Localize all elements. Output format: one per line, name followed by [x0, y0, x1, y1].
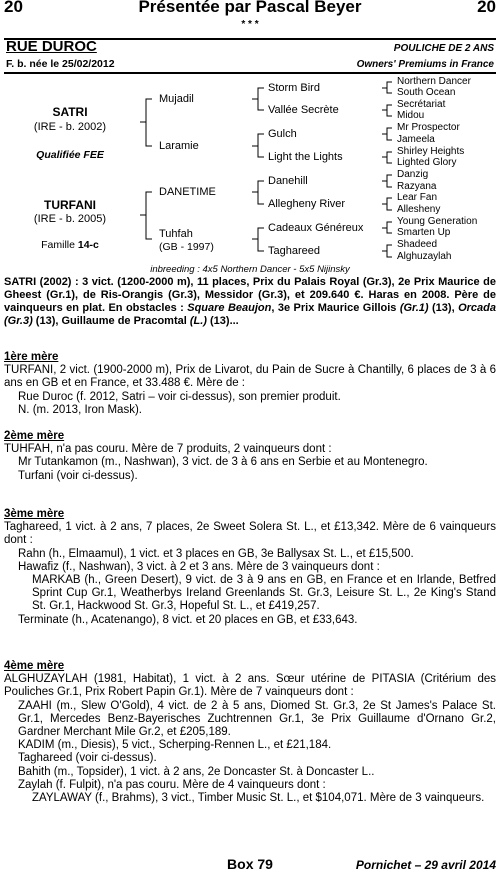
- gen3-item: Taghareed: [268, 245, 320, 257]
- gen3-item: Cadeaux Généreux: [268, 222, 364, 234]
- mere1-line: N. (m. 2013, Iron Mask).: [18, 403, 142, 416]
- gen4-item: Midou: [397, 110, 425, 121]
- gen2-danetime: DANETIME: [159, 186, 216, 198]
- gen3-item: Storm Bird: [268, 82, 320, 94]
- mere3-line: Terminate (h., Acatenango), 8 vict. et 20 places en GB, et £33,643.: [18, 613, 358, 626]
- lot-number-left: 20: [4, 0, 23, 16]
- gen3-item: Vallée Secrète: [268, 104, 339, 116]
- horse-name: RUE DUROC: [6, 38, 97, 55]
- box-number: Box 79: [227, 856, 273, 872]
- mere3-line: Rahn (h., Elmaamul), 1 vict. et 3 places en GB, 3e Ballysax St. L., et £15,500.: [18, 547, 414, 560]
- mere2-line: Turfani (voir ci-dessus).: [18, 469, 138, 482]
- header-stars: * * *: [241, 19, 259, 30]
- dam-family: Famille 14-c: [41, 239, 99, 251]
- mere4-title: 4ème mère: [4, 660, 65, 672]
- gen3-item: Allegheny River: [268, 198, 346, 210]
- horse-birth: F. b. née le 25/02/2012: [6, 58, 115, 70]
- gen4-item: Northern Dancer: [397, 76, 471, 87]
- gen4-item: Razyana: [397, 181, 437, 192]
- sire-info: (IRE - b. 2002): [33, 121, 107, 133]
- mere4-line: Bahith (m., Topsider), 1 vict. à 2 ans, 2e Doncaster St. à Doncaster L..: [18, 765, 375, 778]
- mere2-line: Mr Tutankamon (m., Nashwan), 3 vict. de 3 à 6 ans en Serbie et au Montenegro.: [18, 456, 428, 469]
- section-mere4: [4, 660, 496, 805]
- mere4-line: KADIM (m., Diesis), 5 vict., Scherping-Rennen L., et £21,184.: [18, 739, 332, 752]
- dam-name: TURFANI: [44, 198, 96, 212]
- gen3-item: Gulch: [268, 128, 297, 140]
- gen4-item: Jameela: [397, 134, 435, 145]
- gen4-item: Danzig: [397, 169, 429, 180]
- gen4-item: Alghuzaylah: [397, 251, 452, 262]
- sire-name: SATRI: [52, 105, 88, 119]
- mere3-title: 3ème mère: [4, 508, 65, 520]
- gen4-item: Smarten Up: [397, 227, 451, 238]
- sire-record: SATRI (2002) : 3 vict. (1200-2000 m), 11 places, Prix du Palais Royal (Gr.3), 2e Prix Maurice de Gheest (Gr.1), de Ris-Orangis (Gr.3), Messidor (Gr.3), et 209.640 €. Haras en 2008. Père de vainqueurs en plat. En obstacles : Square Beaujon, 3e Prix Maurice Gillois (Gr.1) (13), Orcada (Gr.3) (13), Guillaume de Pracomtal (L.) (13)...: [4, 276, 496, 327]
- gen4-item: South Ocean: [397, 87, 456, 98]
- mere4-line: ZAAHI (m., Slew O'Gold), 4 vict. de 2 à 5 ans, Diomed St. Gr.3, 2e St James's Palace St. Gr.1, Mercedes Benz-Bayerisches Zuchtrennen Gr.1, 3e Prix Guillaume d'Ornano Gr.2, Gardner Merchant Mile Gr.2, et £205,189.: [18, 699, 496, 739]
- section-mere2: [4, 430, 496, 483]
- gen2-tuhfah-info: (GB - 1997): [159, 241, 214, 253]
- mere1-line: Rue Duroc (f. 2012, Satri – voir ci-dessus), son premier produit.: [18, 390, 341, 403]
- section-mere1: [4, 351, 496, 417]
- mere2-title: 2ème mère: [4, 430, 65, 442]
- mere4-line: Zaylah (f. Fulpit), n'a pas couru. Mère de 4 vainqueurs dont :: [18, 778, 326, 791]
- gen2-tuhfah: Tuhfah: [159, 228, 193, 240]
- gen4-item: Lear Fan: [397, 192, 438, 203]
- mere4-line: ZAYLAWAY (f., Brahms), 3 vict., Timber Music St. L., et $104,071. Mère de 3 vainqueurs.: [32, 792, 485, 805]
- inbreeding-note: inbreeding : 4x5 Northern Dancer - 5x5 Nijinsky: [150, 264, 350, 275]
- page-footer: [0, 858, 500, 876]
- gen4-item: Lighted Glory: [397, 157, 457, 168]
- gen4-item: Mr Prospector: [397, 122, 460, 133]
- mere3-line: MARKAB (h., Green Desert), 9 vict. de 3 à 9 ans en GB, en France et en Irlande, Betfred Sprint Cup Gr.1, Weatherbys Ireland Greenlands St. Gr.3, Leisure St. L., 2e King's Stand St. Gr.1, Hackwood St. Gr.3, Hopeful St. L., et £419,257.: [32, 574, 496, 613]
- lot-number-right: 20: [477, 0, 496, 16]
- sale-place-date: Pornichet – 29 avril 2014: [355, 858, 496, 872]
- mere4-line: ALGHUZAYLAH (1981, Habitat), 1 vict. à 2 ans. Sœur utérine de PITASIA (Critérium des Pouliches Gr.1, Prix Robert Papin Gr.1). Mère de 7 vainqueurs dont :: [4, 673, 496, 699]
- mere3-line: Hawafiz (f., Nashwan), 3 vict. à 2 et 3 ans. Mère de 3 vainqueurs dont :: [18, 560, 380, 573]
- mere1-title: 1ère mère: [4, 351, 59, 363]
- gen3-item: Danehill: [268, 175, 308, 187]
- mere4-line: Taghareed (voir ci-dessus).: [18, 752, 157, 765]
- gen4-item: Allesheny: [397, 204, 441, 215]
- gen4-item: Shadeed: [397, 239, 438, 250]
- premiums-label: Owners' Premiums in France: [356, 59, 494, 70]
- gen4-item: Secrétariat: [397, 99, 446, 110]
- horse-description: POULICHE DE 2 ANS: [393, 43, 494, 54]
- section-mere3: [4, 508, 496, 627]
- sire-qualification: Qualifiée FEE: [36, 149, 104, 161]
- gen2-laramie: Laramie: [159, 140, 199, 152]
- dam-info: (IRE - b. 2005): [33, 213, 107, 225]
- gen3-item: Light the Lights: [268, 151, 343, 163]
- mere1-line: TURFANI, 2 vict. (1900-2000 m), Prix de Livarot, du Pain de Sucre à Chantilly, 6 places de 3 à 6 ans en GB et en France, et 33.488 €. Mère de :: [4, 364, 496, 390]
- mere2-line: TUHFAH, n'a pas couru. Mère de 7 produits, 2 vainqueurs dont :: [4, 443, 332, 456]
- gen2-mujadil: Mujadil: [159, 93, 194, 105]
- mere3-line: Taghareed, 1 vict. à 2 ans, 7 places, 2e Sweet Solera St. L., et £13,342. Mère de 6 vainqueurs dont :: [4, 521, 496, 547]
- consignor-title: Présentée par Pascal Beyer: [138, 0, 362, 16]
- gen4-item: Young Generation: [397, 216, 478, 227]
- gen4-item: Shirley Heights: [397, 146, 465, 157]
